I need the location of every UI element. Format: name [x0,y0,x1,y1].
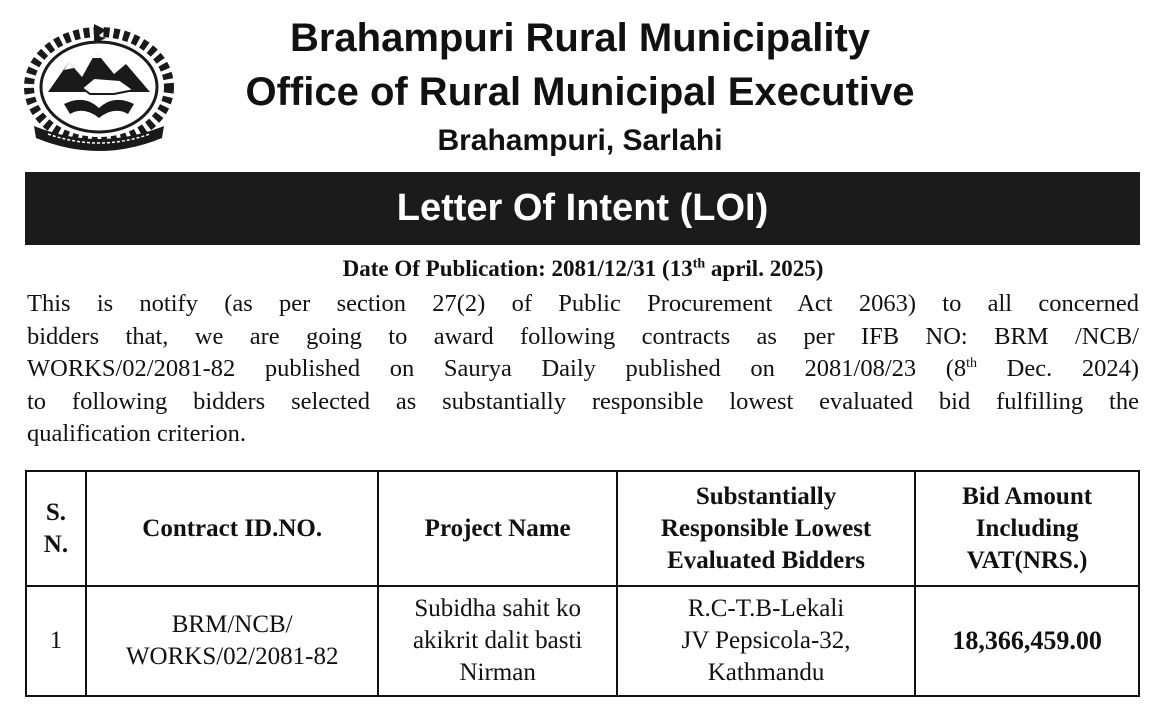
notice-body [27,288,1139,451]
publication-date-prefix: Date Of Publication: 2081/12/31 (13 [342,256,693,281]
office-name: Office of Rural Municipal Executive [245,70,915,114]
notice-header [0,0,1166,170]
notice-line3-ordinal: th [966,355,978,371]
header-contract-id: Contract ID.NO. [86,471,379,586]
table-header-row [26,471,1139,586]
header-bidder: Substantially Responsible Lowest Evaluated Bidders [617,471,915,586]
table-row [26,586,1139,696]
cell-serial-number: 1 [26,586,86,696]
notice-line3-post: Dec. 2024) [977,355,1139,382]
publication-date-ordinal: th [692,256,706,272]
notice-line: This is notify (as per section 27(2) of Public Procurement Act 2063) to all concerned [27,290,1139,317]
notice-title-banner: Letter Of Intent (LOI) [25,172,1140,245]
cell-bid-amount: 18,366,459.00 [915,586,1139,696]
nepal-government-emblem-icon [24,22,174,152]
notice-line: bidders that, we are going to award following contracts as per IFB NO: BRM /NCB/ [27,322,1139,350]
cell-bidder: R.C-T.B-Lekali JV Pepsicola-32, Kathmandu [617,586,915,696]
publication-date [0,256,1166,282]
office-location: Brahampuri, Sarlahi [437,124,723,157]
header-serial-number: S. N. [26,471,86,586]
cell-contract-id: BRM/NCB/ WORKS/02/2081-82 [86,586,379,696]
publication-date-suffix: april. 2025) [705,256,824,281]
municipality-name: Brahampuri Rural Municipality [289,16,871,60]
header-project-name: Project Name [378,471,616,586]
notice-line: qualification criterion. [27,420,247,447]
notice-line: to following bidders selected as substantially responsible lowest evaluated bid fulfilling the [27,387,1139,415]
contracts-table [25,470,1140,697]
header-bid-amount: Bid Amount Including VAT(NRS.) [915,471,1139,586]
notice-line3-pre: WORKS/02/2081-82 published on Saurya Daily published on 2081/08/23 (8 [27,355,967,382]
notice-line [27,353,1139,386]
cell-project-name: Subidha sahit ko akikrit dalit basti Nirman [378,586,616,696]
